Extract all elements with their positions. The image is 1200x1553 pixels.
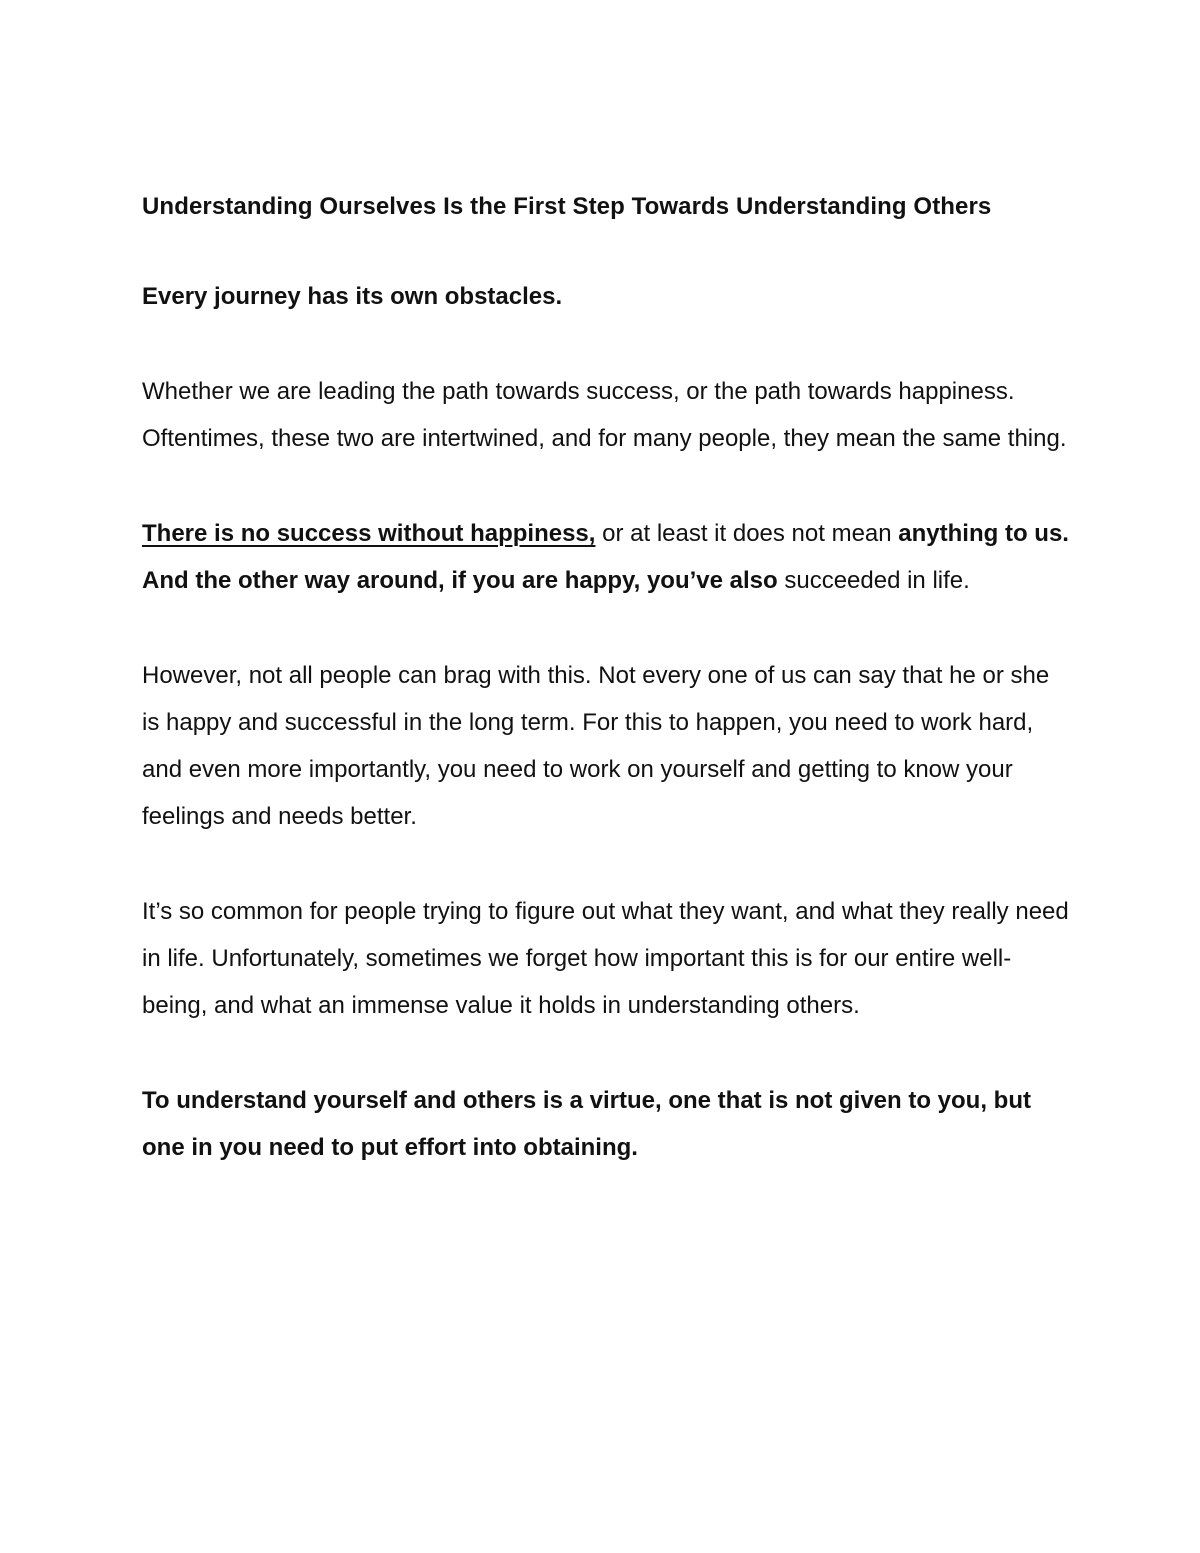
statement-ending: succeeded in life. bbox=[777, 567, 970, 594]
paragraph-understanding-needs: It’s so common for people trying to figure out what they want, and what they really need in life. Unfortunately, sometimes we forget how important this is for our entire well-being, and what an immense value it holds in understanding others. bbox=[142, 898, 1069, 1019]
document-body bbox=[142, 178, 1072, 1171]
paragraph-long-term: However, not all people can brag with this. Not every one of us can say that he or she is happy and successful in the long term. For this to happen, you need to work hard, and even more importantly, you need to work on yourself and getting to know your feelings and needs better. bbox=[142, 662, 1050, 830]
paragraph-no-success-without-happiness bbox=[142, 510, 1072, 604]
bold-statement: anything to us. And the other way around, if you are happy, you’ve also bbox=[142, 520, 1069, 594]
paragraph-success-happiness: Whether we are leading the path towards success, or the path towards happiness. Oftentimes, these two are intertwined, and for many people, they mean the same thing. bbox=[142, 378, 1067, 452]
closing-statement: To understand yourself and others is a virtue, one that is not given to you, but one in you need to put effort into obtaining. bbox=[142, 1087, 1031, 1161]
section-heading: Every journey has its own obstacles. bbox=[142, 283, 563, 310]
underlined-statement: There is no success without happiness, bbox=[142, 520, 596, 547]
document-title: Understanding Ourselves Is the First Step Towards Understanding Others bbox=[142, 193, 992, 220]
statement-continuation: or at least it does not mean bbox=[595, 520, 899, 547]
